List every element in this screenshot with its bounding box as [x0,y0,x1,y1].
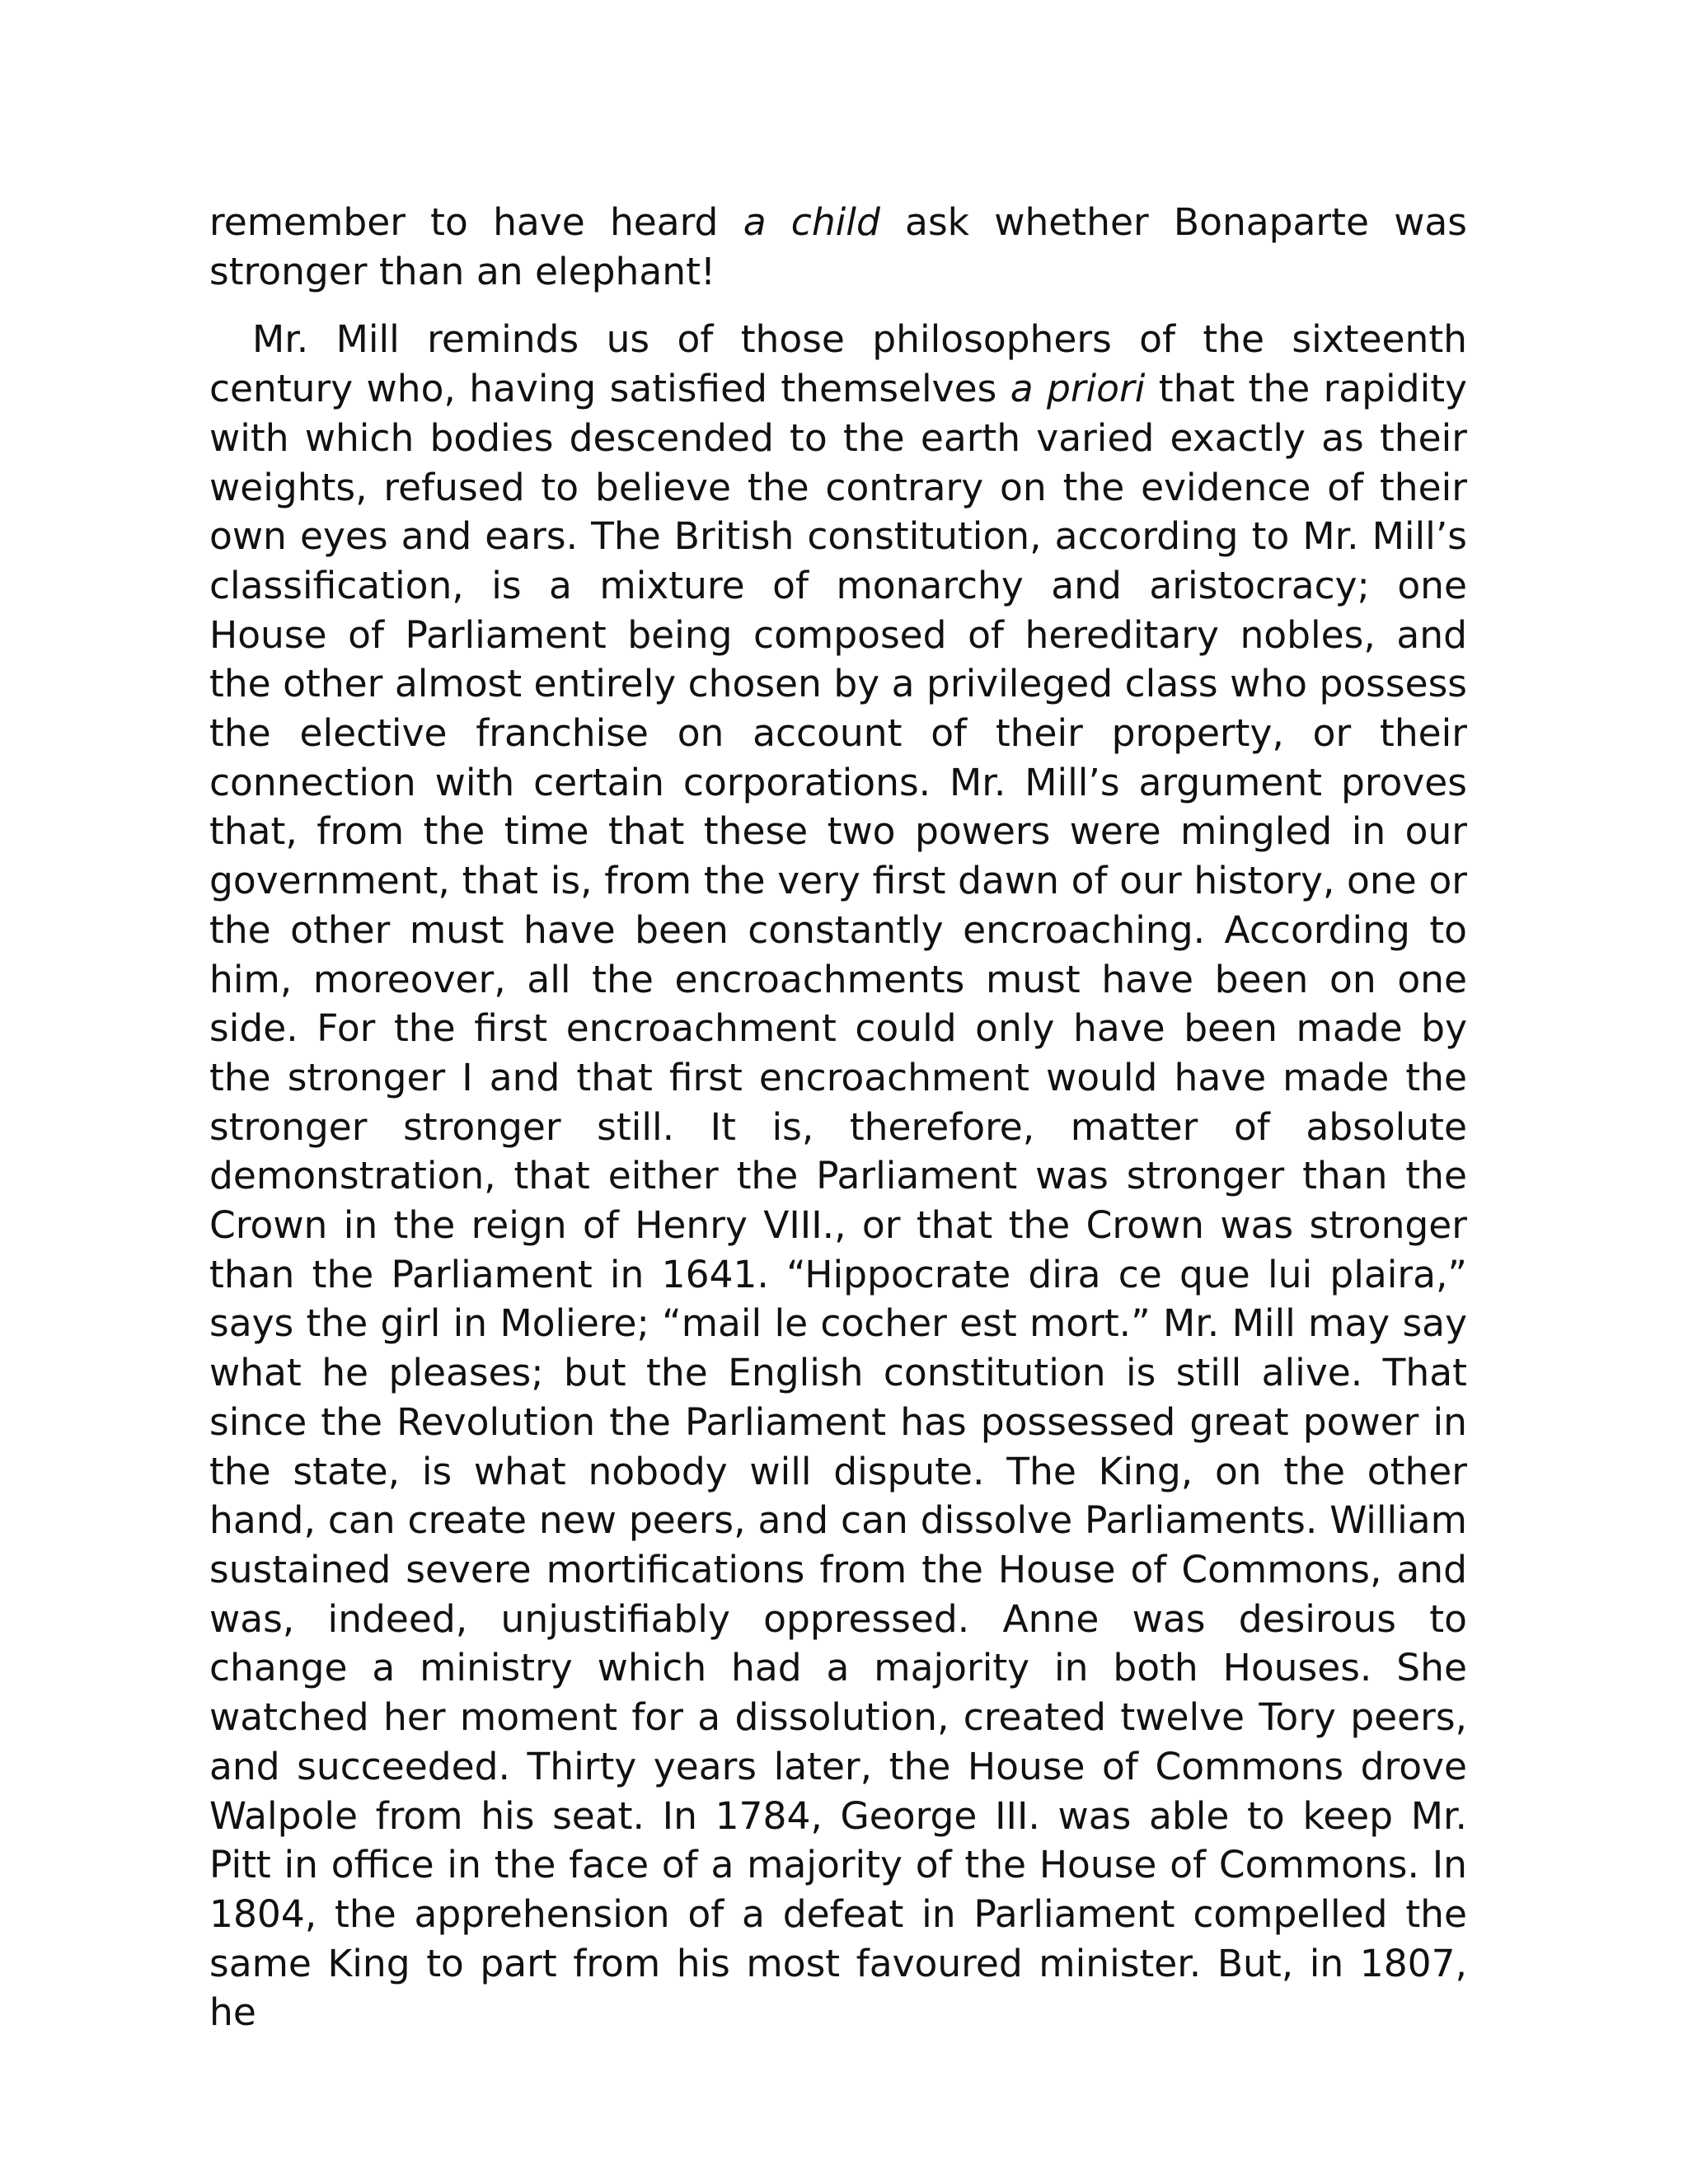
paragraph-2-text-a: Mr. Mill reminds us of those philosophers of the sixteenth century who, having satisfied themselves [209,317,1467,411]
paragraph-1 [209,198,1467,296]
paragraph-1-text-b: ask whether Bonaparte was stronger than an elephant! [209,200,1467,293]
paragraph-2-text-b: that the rapidity with which bodies descended to the earth varied exactly as their weights, refused to believe the contrary on the evidence of their own eyes and ears. The British constitution, according to Mr. Mill’s classification, is a mixture of monarchy and aristocracy; one House of Parliament being composed of hereditary nobles, and the other almost entirely chosen by a privileged class who possess the elective franchise on account of their property, or their connection with certain corporations. Mr. Mill’s argument proves that, from the time that these two powers were mingled in our government, that is, from the very first dawn of our history, one or the other must have been constantly encroaching. According to him, moreover, all the encroachments must have been on one side. For the first encroachment could only have been made by the stronger I and that first encroachment would have made the stronger stronger still. It is, therefore, matter of absolute demonstration, that either the Parliament was stronger than the Crown in the reign of Henry VIII., or that the Crown was stronger than the Parliament in 1641. “Hippocrate dira ce que lui plaira,” says the girl in Moliere; “mail le cocher est mort.” Mr. Mill may say what he pleases; but the English constitution is still alive. That since the Revolution the Parliament has possessed great power in the state, is what nobody will dispute. The King, on the other hand, can create new peers, and can dissolve Parliaments. William sustained severe mortifications from the House of Commons, and was, indeed, unjustifiably oppressed. Anne was desirous to change a ministry which had a majority in both Houses. She watched her moment for a dissolution, created twelve Tory peers, and succeeded. Thirty years later, the House of Commons drove Walpole from his seat. In 1784, George III. was able to keep Mr. Pitt in office in the face of a majority of the House of Commons. In 1804, the apprehension of a defeat in Parliament compelled the same King to part from his most favoured minister. But, in 1807, he [209,367,1467,2035]
paragraph-2-emphasis: a priori [1010,367,1146,411]
paragraph-1-emphasis: a child [743,200,880,244]
page-body [209,198,1467,2037]
paragraph-2 [209,315,1467,2037]
paragraph-1-text-a: remember to have heard [209,200,743,244]
